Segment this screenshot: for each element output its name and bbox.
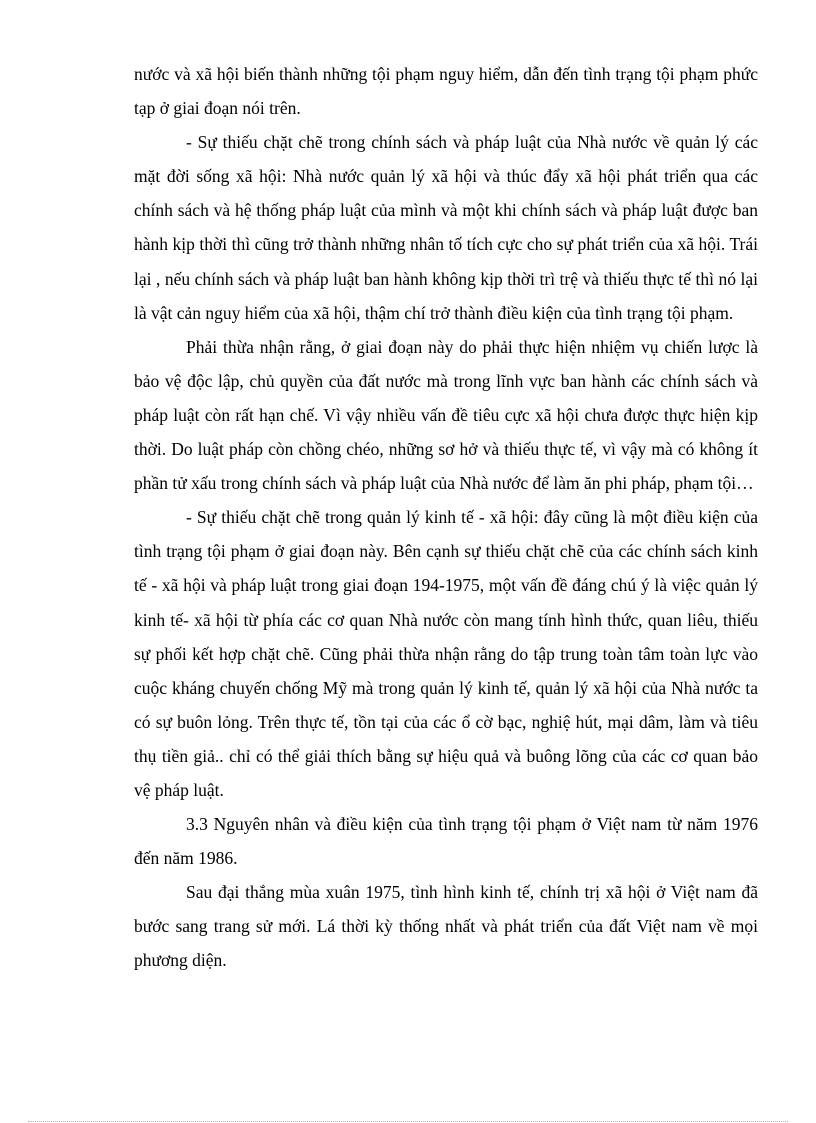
paragraph-economic-management: - Sự thiếu chặt chẽ trong quản lý kinh tế - xã hội: đây cũng là một điều kiện của tình trạng tội phạm ở giai đoạn này. Bên cạnh sự thiếu chặt chẽ của các chính sách kinh tế - xã hội và pháp luật trong giai đoạn 194-1975, một vấn đề đáng chú ý là việc quản lý kinh tế- xã hội từ phía các cơ quan Nhà nước còn mang tính hình thức, quan liêu, thiếu sự phối kết hợp chặt chẽ. Cũng phải thừa nhận rằng do tập trung toàn tâm toàn lực vào cuộc kháng chuyến chống Mỹ mà trong quản lý kinh tế, quản lý xã hội của Nhà nước ta có sự buôn lỏng. Trên thực tế, tồn tại của các ổ cờ bạc, nghiệ hút, mại dâm, làm và tiêu thụ tiền giả.. chỉ có thể giải thích bằng sự hiệu quả và buông lõng của các cơ quan bảo vệ pháp luật. xyxy=(134,507,758,800)
paragraph-policy-law: - Sự thiếu chặt chẽ trong chính sách và pháp luật của Nhà nước về quản lý các mặt đời sống xã hội: Nhà nước quản lý xã hội và thúc đẩy xã hội phát triển qua các chính sách và hệ thống pháp luật của mình và một khi chính sách và pháp luật được ban hành kịp thời thì cũng trở thành những nhân tố tích cực cho sự phát triển của xã hội. Trái lại , nếu chính sách và pháp luật ban hành không kịp thời trì trệ và thiếu thực tế thì nó lại là vật cản nguy hiểm của xã hội, thậm chí trở thành điều kiện của tình trạng tội phạm. xyxy=(134,132,758,323)
page-bottom-divider xyxy=(28,1121,788,1122)
paragraph-acknowledgement: Phải thừa nhận rằng, ở giai đoạn này do phải thực hiện nhiệm vụ chiến lược là bảo vệ độc lập, chủ quyền của đất nước mà trong lĩnh vực ban hành các chính sách và pháp luật còn rất hạn chế. Vì vậy nhiều vấn đề tiêu cực xã hội chưa được thực hiện kịp thời. Do luật pháp còn chồng chéo, những sơ hở và thiếu thực tế, vì vậy mà có không ít phần tử xấu trong chính sách và pháp luật của Nhà nước để làm ăn phi pháp, phạm tội… xyxy=(134,336,758,494)
paragraph-continuation: nước và xã hội biến thành những tội phạm nguy hiểm, dẫn đến tình trạng tội phạm phức tạp ở giai đoạn nói trên. xyxy=(134,64,758,119)
paragraph-after-1975: Sau đại thắng mùa xuân 1975, tình hình kinh tế, chính trị xã hội ở Việt nam đã bước sang trang sử mới. Lá thời kỳ thống nhất và phát triển của đất Việt nam về mọi phương diện. xyxy=(134,882,758,971)
section-heading-3-3: 3.3 Nguyên nhân và điều kiện của tình trạng tội phạm ở Việt nam từ năm 1976 đến năm 1986. xyxy=(134,814,758,869)
document-body xyxy=(134,57,758,978)
